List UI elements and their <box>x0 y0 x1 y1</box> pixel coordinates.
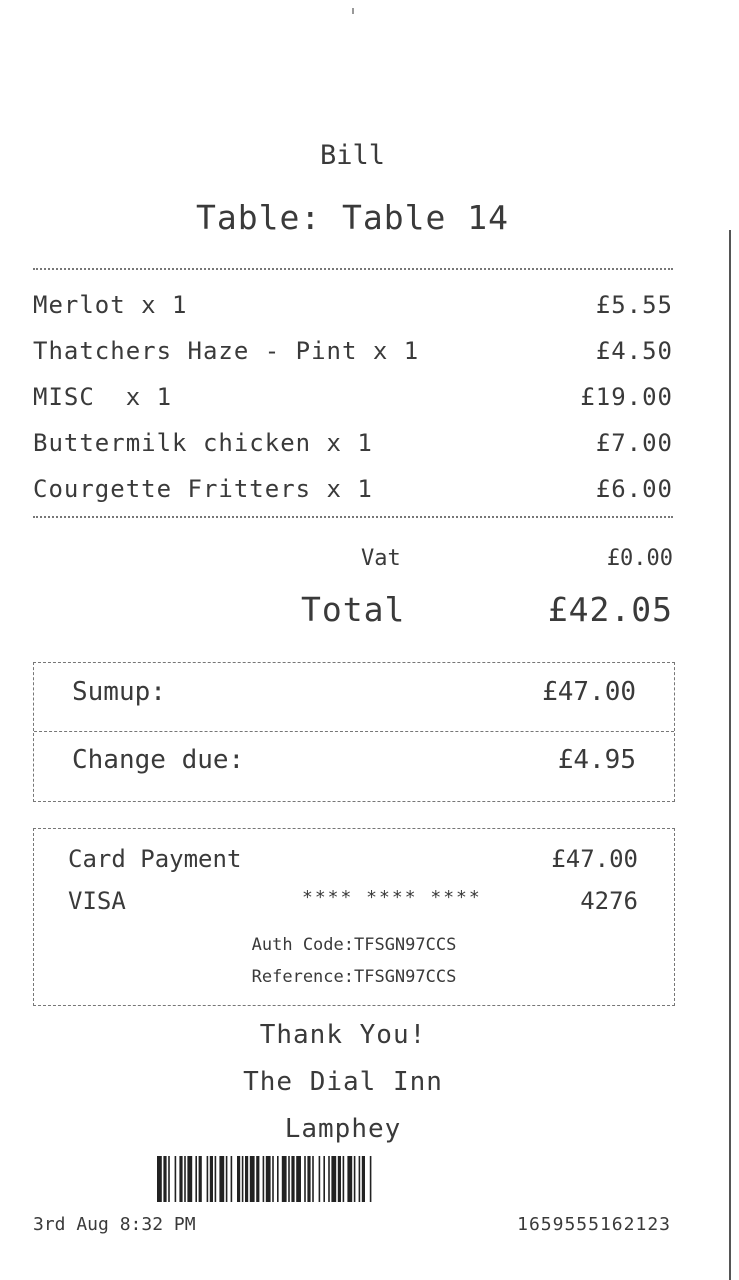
barcode <box>157 1156 511 1202</box>
payment-method-row <box>72 677 636 707</box>
barcode-bar <box>237 1156 240 1202</box>
barcode-bar <box>331 1156 336 1202</box>
barcode-bar <box>168 1156 170 1202</box>
item-name: Courgette Fritters x 1 <box>33 475 373 503</box>
vat-value: £0.00 <box>606 546 673 571</box>
item-price: £19.00 <box>580 383 673 411</box>
list-item <box>33 282 673 328</box>
barcode-bar <box>242 1156 244 1202</box>
venue-location: Lamphey <box>284 1114 402 1144</box>
list-item <box>33 466 673 512</box>
barcode-bar <box>362 1156 365 1202</box>
payment-method-label: Sumup: <box>72 677 166 707</box>
change-row <box>72 745 636 775</box>
barcode-bar <box>347 1156 352 1202</box>
barcode-bar <box>157 1156 162 1202</box>
barcode-bar <box>245 1156 248 1202</box>
barcode-bar <box>328 1156 330 1202</box>
barcode-bar <box>231 1156 233 1202</box>
card-type-row <box>68 887 126 915</box>
receipt-number: 1659555162123 <box>517 1214 671 1235</box>
card-masked-number: **** **** **** <box>302 887 482 908</box>
reference: Reference:TFSGN97CCS <box>251 967 457 987</box>
card-last4: 4276 <box>580 887 638 915</box>
total-label: Total <box>301 590 406 629</box>
item-price: £7.00 <box>595 429 673 457</box>
barcode-bar <box>296 1156 301 1202</box>
item-price: £5.55 <box>595 291 673 319</box>
barcode-bar <box>226 1156 228 1202</box>
barcode-bar <box>215 1156 217 1202</box>
total-value: £42.05 <box>547 590 673 629</box>
barcode-bar <box>219 1156 224 1202</box>
item-name: Merlot x 1 <box>33 291 188 319</box>
barcode-bar <box>277 1156 279 1202</box>
barcode-bar <box>319 1156 321 1202</box>
venue-name: The Dial Inn <box>243 1067 443 1097</box>
paper-speck <box>352 8 354 14</box>
barcode-bar <box>272 1156 274 1202</box>
barcode-bar <box>184 1156 186 1202</box>
barcode-bar <box>266 1156 271 1202</box>
barcode-bar <box>282 1156 287 1202</box>
barcode-bar <box>263 1156 265 1202</box>
table-title: Table: Table 14 <box>195 198 509 237</box>
item-price: £6.00 <box>595 475 673 503</box>
barcode-bar <box>312 1156 314 1202</box>
barcode-bar <box>343 1156 345 1202</box>
divider <box>33 516 673 518</box>
barcode-bar <box>338 1156 341 1202</box>
barcode-bar <box>370 1156 372 1202</box>
payment-method-value: £47.00 <box>542 677 636 707</box>
payment-box <box>33 662 675 802</box>
barcode-bar <box>210 1156 213 1202</box>
divider <box>33 268 673 270</box>
card-payment-amount: £47.00 <box>551 845 638 873</box>
card-type: VISA <box>68 887 126 915</box>
barcode-bar <box>291 1156 294 1202</box>
barcode-bar <box>199 1156 202 1202</box>
barcode-bar <box>256 1156 259 1202</box>
bill-title: Bill <box>319 140 386 171</box>
barcode-bar <box>163 1156 166 1202</box>
barcode-bar <box>207 1156 209 1202</box>
list-item <box>33 374 673 420</box>
card-payment-box <box>33 828 675 1006</box>
barcode-bar <box>179 1156 182 1202</box>
barcode-bar <box>354 1156 356 1202</box>
paper-edge <box>729 230 731 1280</box>
divider <box>34 731 674 732</box>
change-label: Change due: <box>72 745 245 775</box>
list-item <box>33 420 673 466</box>
item-name: Thatchers Haze - Pint x 1 <box>33 337 420 365</box>
item-list <box>33 282 673 512</box>
barcode-bar <box>195 1156 197 1202</box>
barcode-bar <box>288 1156 290 1202</box>
item-name: Buttermilk chicken x 1 <box>33 429 373 457</box>
item-price: £4.50 <box>595 337 673 365</box>
receipt-datetime: 3rd Aug 8:32 PM <box>33 1214 196 1235</box>
barcode-bar <box>175 1156 177 1202</box>
barcode-bar <box>323 1156 325 1202</box>
barcode-bar <box>304 1156 306 1202</box>
card-payment-label: Card Payment <box>68 845 242 873</box>
barcode-bar <box>187 1156 192 1202</box>
item-name: MISC x 1 <box>33 383 173 411</box>
barcode-bar <box>359 1156 361 1202</box>
change-value: £4.95 <box>557 745 636 775</box>
thank-you-text: Thank You! <box>259 1020 427 1050</box>
auth-code: Auth Code:TFSGN97CCS <box>251 935 457 955</box>
vat-label: Vat <box>361 546 401 571</box>
barcode-bar <box>250 1156 255 1202</box>
card-payment-row <box>68 845 638 873</box>
list-item <box>33 328 673 374</box>
barcode-bar <box>307 1156 310 1202</box>
